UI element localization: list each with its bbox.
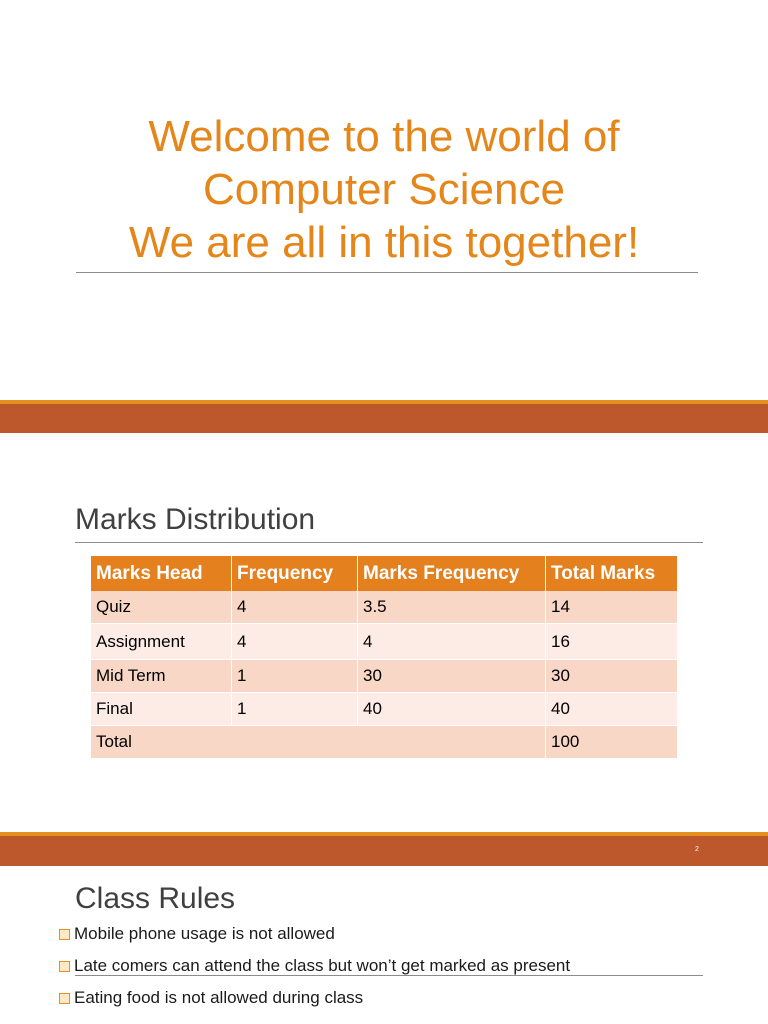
slide-separator-band [0, 832, 768, 866]
title-line: We are all in this together! [128, 218, 640, 267]
rule-text: Eating food is not allowed during class [74, 988, 364, 1007]
table-row [91, 624, 677, 660]
list-item [59, 924, 759, 956]
total-label: Total [91, 726, 546, 759]
band-accent-line [0, 400, 768, 404]
rule-text: Mobile phone usage is not allowed [74, 924, 335, 943]
table-row [91, 693, 677, 726]
title-line: Welcome to the world of [148, 112, 620, 161]
list-item [59, 988, 759, 1020]
table-cell: 3.5 [358, 591, 546, 624]
rule-text: Late comers can attend the class but won’t get marked as present [74, 956, 571, 975]
table-cell: 40 [546, 693, 678, 726]
checkbox-bullet-icon [59, 961, 70, 972]
slide-heading: Class Rules [75, 882, 236, 915]
heading-divider [75, 975, 703, 976]
welcome-title [60, 110, 708, 269]
page-number: 2 [695, 846, 699, 853]
table-cell: 4 [232, 591, 358, 624]
table-total-row [91, 726, 677, 759]
rules-list [59, 924, 759, 1024]
title-line: Computer Science [203, 165, 565, 214]
table-cell: 1 [232, 693, 358, 726]
total-value: 100 [546, 726, 678, 759]
slide-heading: Marks Distribution [75, 503, 316, 536]
table-row [91, 591, 677, 624]
column-header: Marks Frequency [358, 556, 546, 591]
table-header-row [91, 556, 677, 591]
table-cell: 40 [358, 693, 546, 726]
table-cell: Assignment [91, 624, 232, 660]
slide-marks-distribution [0, 433, 768, 832]
table-cell: Quiz [91, 591, 232, 624]
checkbox-bullet-icon [59, 929, 70, 940]
table-cell: 16 [546, 624, 678, 660]
column-header: Frequency [232, 556, 358, 591]
table-cell: 14 [546, 591, 678, 624]
heading-divider [75, 542, 703, 543]
column-header: Marks Head [91, 556, 232, 591]
list-item [59, 1020, 759, 1024]
marks-table [91, 556, 677, 759]
checkbox-bullet-icon [59, 993, 70, 1004]
slide-separator-band [0, 400, 768, 433]
slide-class-rules [0, 866, 768, 1024]
band-accent-line [0, 832, 768, 836]
title-divider [76, 272, 698, 273]
list-item [59, 956, 759, 988]
table-cell: Final [91, 693, 232, 726]
column-header: Total Marks [546, 556, 678, 591]
table-cell: 1 [232, 660, 358, 693]
table-row [91, 660, 677, 693]
table-cell: 30 [358, 660, 546, 693]
table-cell: 30 [546, 660, 678, 693]
table-cell: 4 [232, 624, 358, 660]
slide-welcome [0, 0, 768, 400]
table-cell: Mid Term [91, 660, 232, 693]
table-cell: 4 [358, 624, 546, 660]
